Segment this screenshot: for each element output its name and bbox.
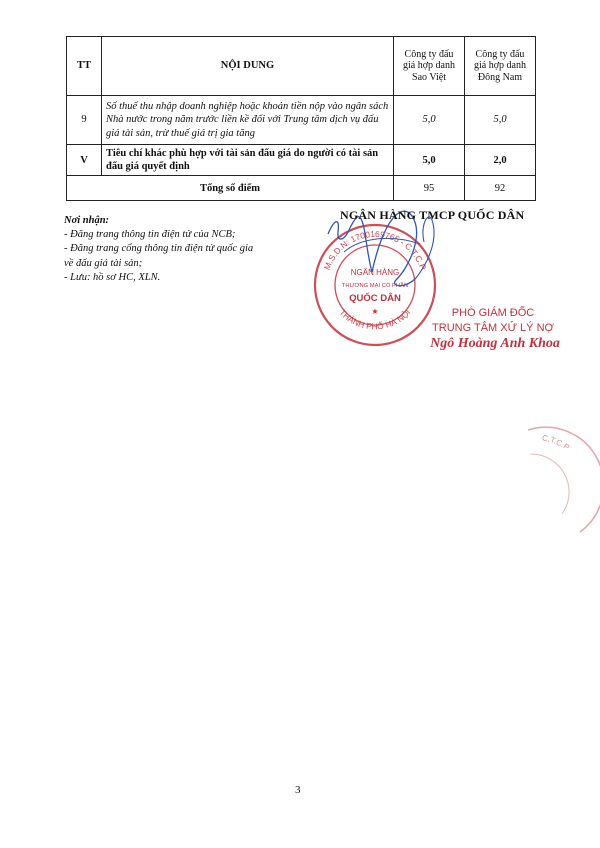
recipients-heading: Nơi nhận: <box>64 215 110 226</box>
table-row <box>67 145 536 176</box>
recipient-item: - Đăng trang cổng thông tin điện tử quốc gia về đấu giá tài sản; <box>64 243 254 269</box>
row-content: Tiêu chí khác phù hợp với tài sản đấu giá do người có tài sản đấu giá quyết định <box>102 145 394 176</box>
bank-name: NGÂN HÀNG TMCP QUỐC DÂN <box>340 208 525 222</box>
partial-seal-image <box>518 424 600 536</box>
header-company-1: Công ty đấu giá hợp danh Sao Việt <box>394 37 465 96</box>
header-tt: TT <box>67 37 102 96</box>
table-header-row <box>67 37 536 96</box>
page-number: 3 <box>295 784 301 796</box>
seal-center-line-3: QUỐC DÂN <box>349 293 401 304</box>
signer-name: Ngô Hoàng Anh Khoa <box>430 336 560 351</box>
seal-ring-text: M.S.D.N: 1700169765 - C.T.C.P <box>321 228 429 272</box>
row-number: 9 <box>67 96 102 145</box>
svg-text:C.T.C.P <box>541 433 571 452</box>
total-score-1: 95 <box>394 176 465 201</box>
position-line-2: TRUNG TÂM XỬ LÝ NỢ <box>432 321 554 334</box>
position-line-1: PHÓ GIÁM ĐỐC <box>451 307 535 319</box>
row-score-2: 2,0 <box>465 145 536 176</box>
seal-bottom-text: THÀNH PHỐ HÀ NỘI <box>337 307 413 332</box>
signature-block <box>300 204 570 374</box>
score-table <box>66 36 536 201</box>
signer-position <box>418 306 568 336</box>
recipient-item: - Đăng trang thông tin điện tử của NCB; <box>64 229 236 241</box>
header-content: NỘI DUNG <box>102 37 394 96</box>
recipients-block <box>64 214 264 285</box>
row-number: V <box>67 145 102 176</box>
recipient-item: - Lưu: hồ sơ HC, XLN. <box>64 271 161 283</box>
total-score-2: 92 <box>465 176 536 201</box>
row-content: Số thuế thu nhập doanh nghiệp hoặc khoản tiền nộp vào ngân sách Nhà nước trong năm trước liền kề đối với Trung tâm dịch vụ đấu giá tài sản, trừ thuế giá trị gia tăng <box>102 96 394 145</box>
seal-center-line-1: NGÂN HÀNG <box>350 268 400 277</box>
row-score-1: 5,0 <box>394 96 465 145</box>
seal-center-line-2: THƯƠNG MẠI CỔ PHẦN <box>341 283 409 289</box>
total-label: Tổng số điểm <box>67 176 394 201</box>
partial-seal-text: C.T.C.P <box>541 433 572 453</box>
svg-text:★: ★ <box>371 307 379 316</box>
header-company-2: Công ty đấu giá hợp danh Đông Nam <box>465 37 536 96</box>
row-score-2: 5,0 <box>465 96 536 145</box>
row-score-1: 5,0 <box>394 145 465 176</box>
table-row <box>67 96 536 145</box>
total-row <box>67 176 536 201</box>
